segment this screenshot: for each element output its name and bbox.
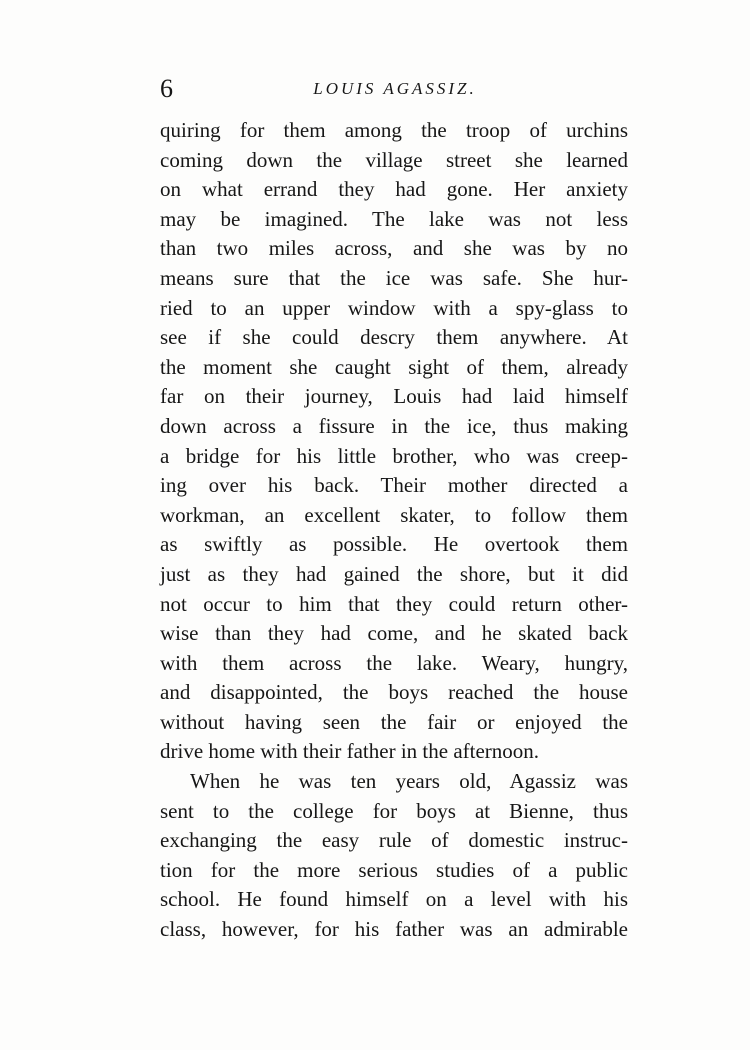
- text-line: class, however, for his father was an admirable: [160, 917, 628, 942]
- page-number: 6: [160, 74, 173, 103]
- text-line: When he was ten years old, Agassiz was: [190, 769, 628, 794]
- text-line: may be imagined. The lake was not less: [160, 206, 628, 231]
- text-line: workman, an excellent skater, to follow them: [160, 502, 628, 527]
- text-line: the moment she caught sight of them, already: [160, 354, 628, 379]
- body-text: [160, 116, 628, 945]
- text-line: not occur to him that they could return other-: [160, 591, 628, 616]
- text-line: down across a fissure in the ice, thus making: [160, 413, 628, 438]
- text-line: ing over his back. Their mother directed a: [160, 473, 628, 498]
- text-line: exchanging the easy rule of domestic instruc-: [160, 828, 628, 853]
- text-line: without having seen the fair or enjoyed the: [160, 709, 628, 734]
- text-line: than two miles across, and she was by no: [160, 236, 628, 261]
- text-line: quiring for them among the troop of urchins: [160, 118, 628, 142]
- text-line: drive home with their father in the afternoon.: [160, 739, 540, 764]
- text-line: school. He found himself on a level with his: [160, 887, 628, 912]
- text-line: just as they had gained the shore, but it did: [160, 561, 628, 586]
- text-line: a bridge for his little brother, who was creep-: [160, 443, 628, 468]
- text-line: coming down the village street she learned: [160, 147, 628, 172]
- text-line: wise than they had come, and he skated back: [160, 621, 628, 646]
- page-header: [160, 72, 630, 106]
- text-line: means sure that the ice was safe. She hur-: [160, 265, 628, 290]
- paragraph: [160, 767, 628, 945]
- running-head: LOUIS AGASSIZ.: [313, 79, 477, 98]
- text-line: sent to the college for boys at Bienne, thus: [160, 798, 628, 823]
- text-line: see if she could descry them anywhere. At: [160, 325, 628, 350]
- text-line: on what errand they had gone. Her anxiety: [160, 177, 628, 202]
- text-line: ried to an upper window with a spy-glass to: [160, 295, 628, 320]
- text-line: as swiftly as possible. He overtook them: [160, 532, 628, 557]
- text-line: and disappointed, the boys reached the house: [160, 680, 628, 705]
- text-line: tion for the more serious studies of a public: [160, 857, 628, 882]
- text-line: with them across the lake. Weary, hungry,: [160, 650, 628, 675]
- paragraph: [160, 116, 628, 767]
- text-line: far on their journey, Louis had laid himself: [160, 384, 628, 409]
